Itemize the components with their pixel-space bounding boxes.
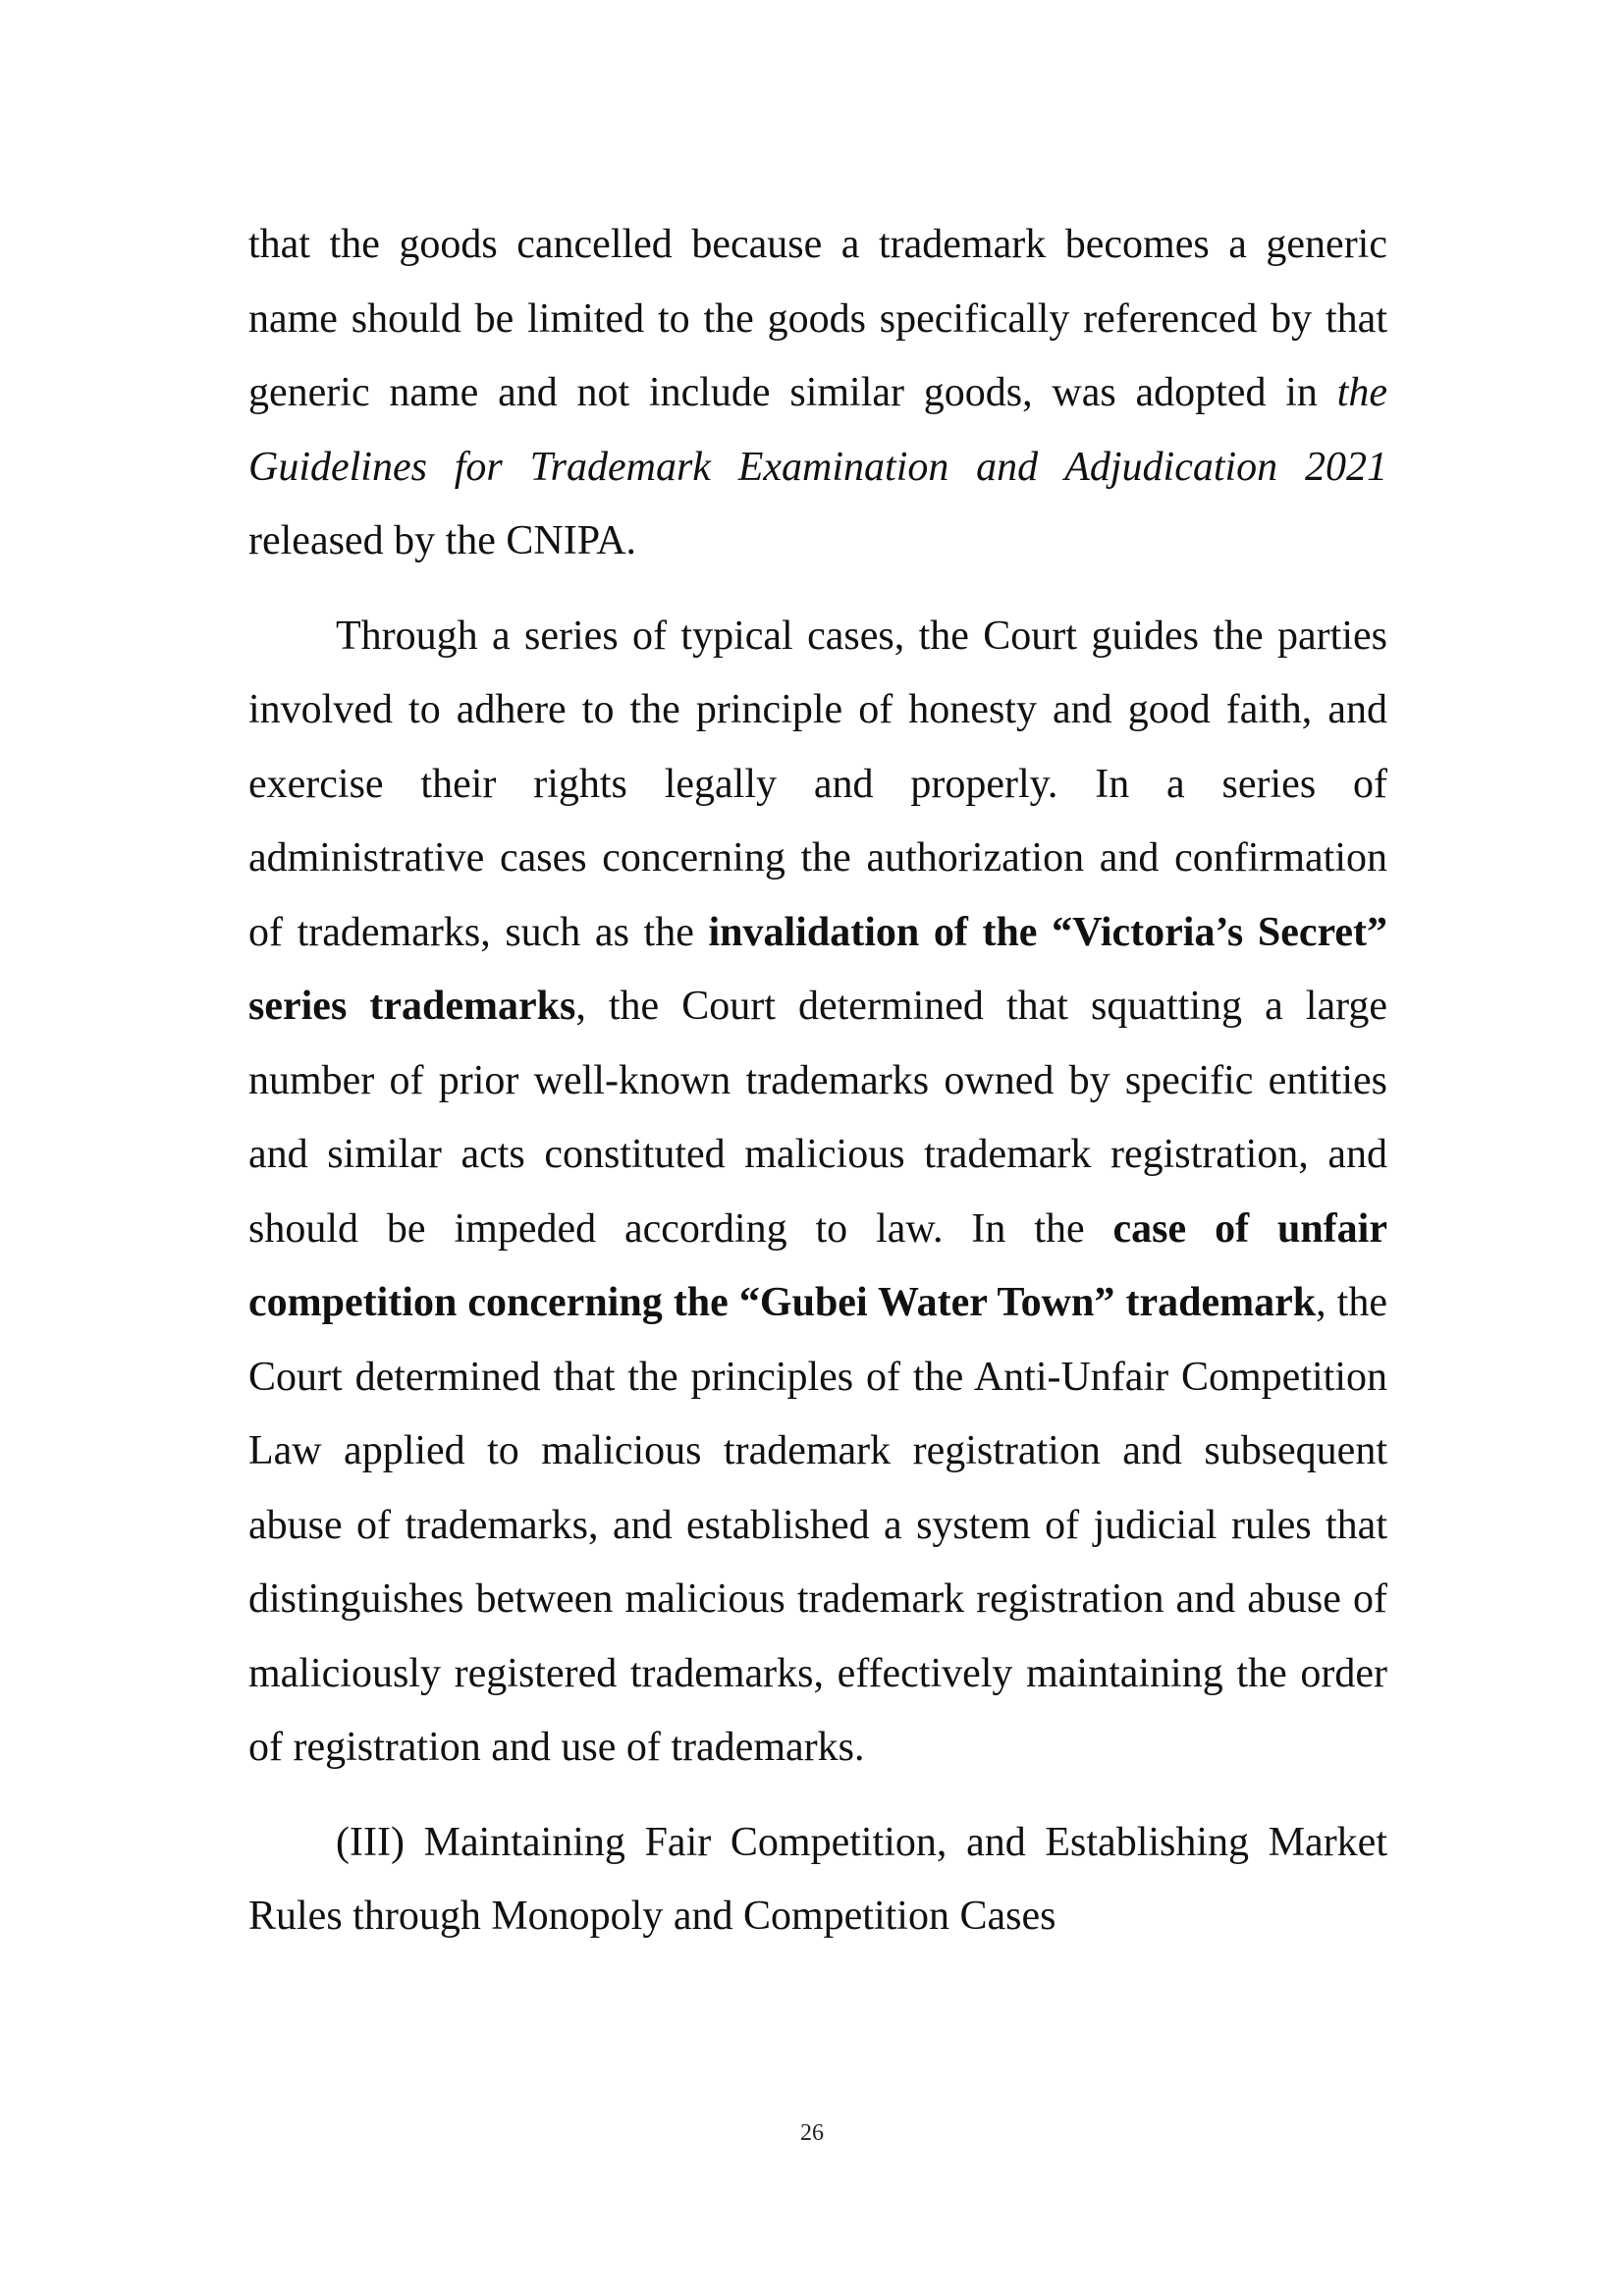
paragraph-1-lead: that the goods cancelled because a trademark becomes a generic name should be limited to the goods specifically referenced by that generic name and not include similar goods, was adopted in bbox=[248, 222, 1387, 415]
gubei-water-town-case-name: case of unfair competition concerning the “Gubei Water Town” trademark bbox=[248, 1205, 1387, 1325]
paragraph-2-text-3: , the Court determined that the principles of the Anti-Unfair Competition Law applied to malicious trademark registration and subsequent abuse of trademarks, and established a system of judicial rules that distinguishes between malicious trademark registration and abuse of maliciously registered trademarks, effectively maintaining the order of registration and use of trademarks. bbox=[248, 1280, 1387, 1770]
section-heading: (III) Maintaining Fair Competition, and Establishing Market Rules through Monopoly and Competition Cases bbox=[248, 1819, 1387, 1939]
victorias-secret-case-name: invalidation of the “Victoria’s Secret” series trademarks bbox=[248, 909, 1387, 1029]
page-body bbox=[248, 208, 1387, 1954]
guidelines-title: the Guidelines for Trademark Examination and Adjudication 2021 bbox=[248, 370, 1387, 490]
paragraph-generic-name-goods bbox=[248, 208, 1387, 579]
paragraph-typical-cases bbox=[248, 600, 1387, 1786]
paragraph-2-text-1: Through a series of typical cases, the Court guides the parties involved to adhere to the principle of honesty and good faith, and exercise their rights legally and properly. In a series of administrative cases concerning the authorization and confirmation of trademarks, such as the bbox=[248, 613, 1387, 955]
paragraph-1-tail: released by the CNIPA. bbox=[248, 518, 637, 563]
paragraph-2-text-2: , the Court determined that squatting a large number of prior well-known trademarks owned by specific entities and similar acts constituted malicious trademark registration, and should be impeded according to law. In the bbox=[248, 984, 1387, 1252]
page-number: 26 bbox=[800, 2120, 824, 2146]
